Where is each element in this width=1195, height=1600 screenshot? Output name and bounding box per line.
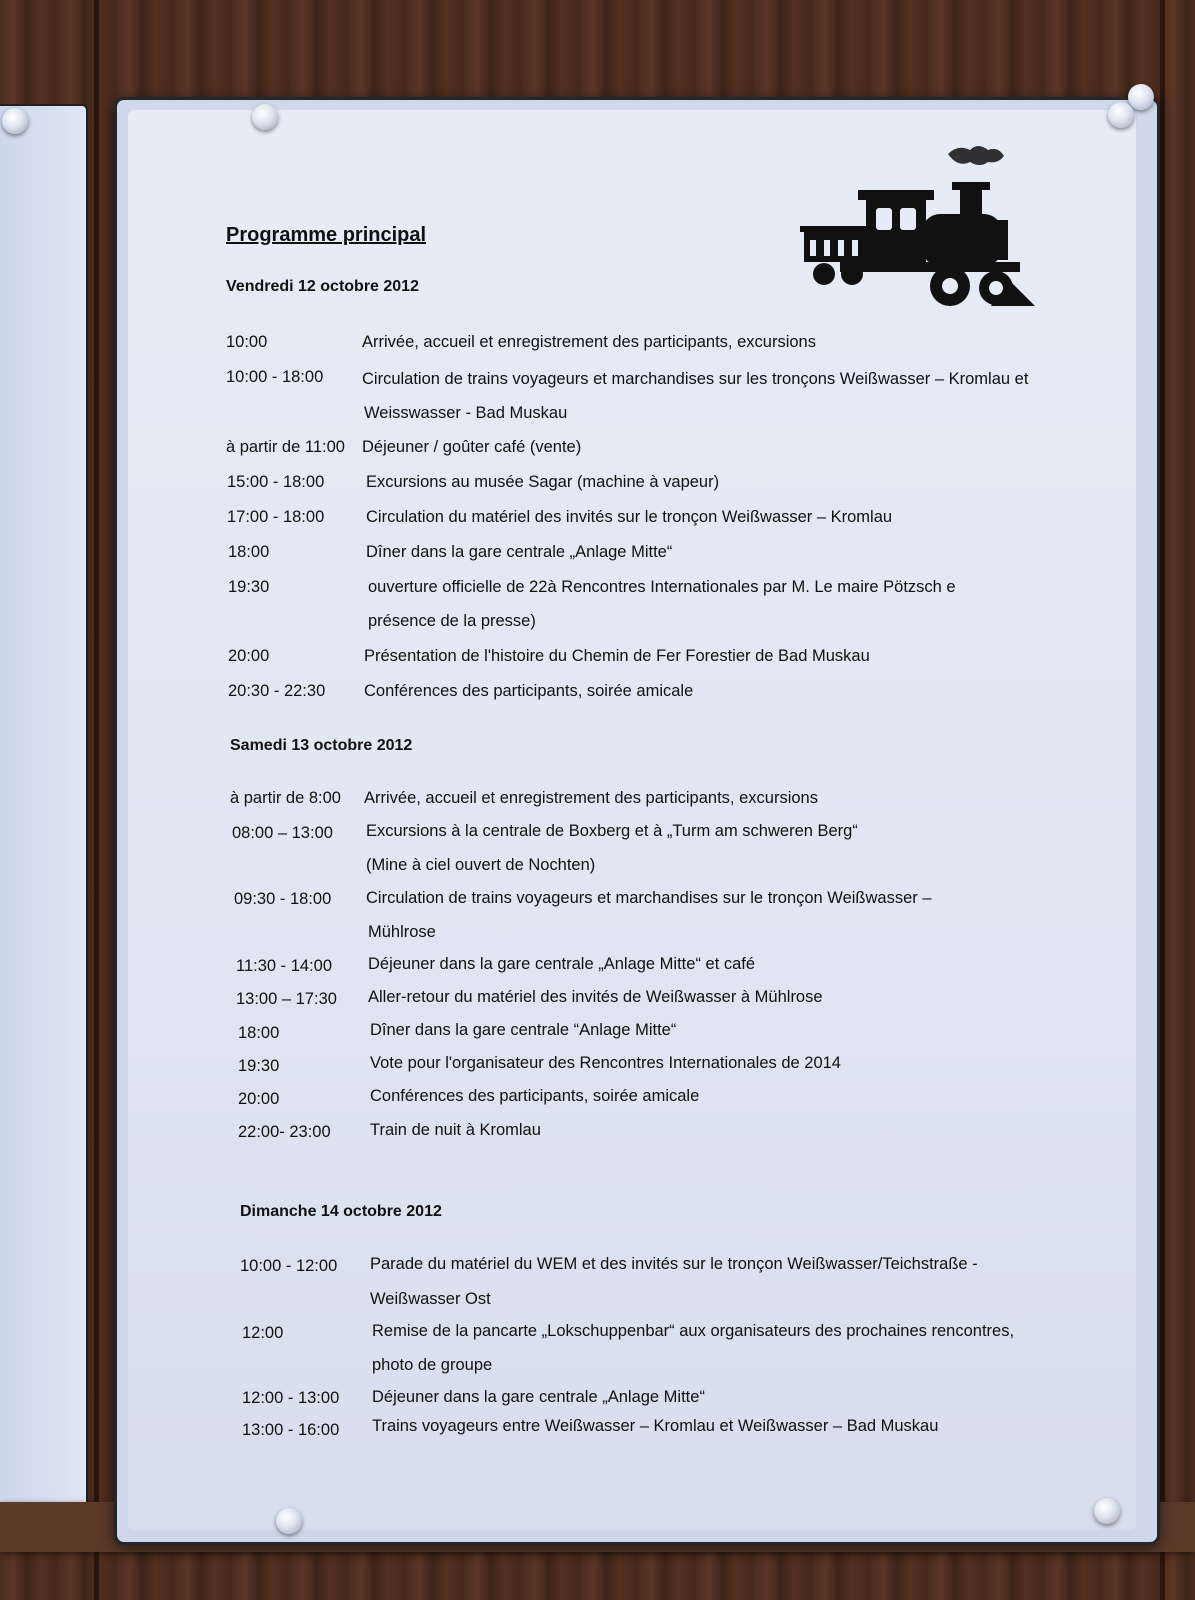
time-slot: 08:00 – 13:00: [232, 824, 333, 842]
activity-continued: photo de groupe: [372, 1356, 493, 1374]
page-title: Programme principal: [226, 224, 427, 246]
day-heading: Samedi 13 octobre 2012: [230, 737, 413, 754]
time-slot: 19:30: [238, 1057, 280, 1075]
time-slot: 11:30 - 14:00: [236, 957, 333, 975]
activity: Conférences des participants, soirée amicale: [370, 1087, 700, 1105]
time-slot: 10:00: [226, 333, 268, 351]
activity: Excursions à la centrale de Boxberg et à „Turm am schweren Berg“: [366, 822, 858, 840]
activity: Présentation de l'histoire du Chemin de Fer Forestier de Bad Muskau: [364, 647, 870, 665]
activity-continued: Mühlrose: [368, 923, 436, 941]
activity-continued: (Mine à ciel ouvert de Nochten): [366, 856, 596, 874]
activity: Déjeuner dans la gare centrale „Anlage Mitte“ et café: [368, 955, 756, 973]
time-slot: à partir de 11:00: [226, 438, 345, 456]
time-slot: 19:30: [228, 578, 270, 596]
activity: Dîner dans la gare centrale „Anlage Mitte“: [366, 543, 673, 561]
activity: Remise de la pancarte „Lokschuppenbar“ aux organisateurs des prochaines rencontres,: [372, 1322, 1015, 1340]
activity: Circulation du matériel des invités sur le tronçon Weißwasser – Kromlau: [366, 508, 893, 526]
time-slot: 15:00 - 18:00: [227, 473, 325, 491]
activity: Parade du matériel du WEM et des invités sur le tronçon Weißwasser/Teichstraße -: [370, 1255, 978, 1273]
time-slot: 17:00 - 18:00: [227, 508, 325, 526]
activity-continued: présence de la presse): [368, 612, 536, 630]
activity: Déjeuner / goûter café (vente): [362, 438, 582, 456]
activity: Déjeuner dans la gare centrale „Anlage Mitte“: [372, 1388, 705, 1406]
time-slot: 22:00- 23:00: [238, 1123, 331, 1141]
time-slot: 10:00 - 18:00: [226, 368, 324, 386]
day-heading: Dimanche 14 octobre 2012: [240, 1203, 442, 1220]
activity: ouverture officielle de 22à Rencontres Internationales par M. Le maire Pötzsch e: [368, 578, 956, 596]
activity: Arrivée, accueil et enregistrement des participants, excursions: [364, 789, 818, 807]
time-slot: 20:00: [238, 1090, 280, 1108]
time-slot: 13:00 – 17:30: [236, 990, 337, 1008]
activity: Trains voyageurs entre Weißwasser – Kromlau et Weißwasser – Bad Muskau: [372, 1417, 939, 1435]
activity: Circulation de trains voyageurs et marchandises sur les tronçons Weißwasser – Kromlau et: [362, 370, 1029, 388]
activity: Arrivée, accueil et enregistrement des participants, excursions: [362, 333, 816, 351]
activity: Vote pour l'organisateur des Rencontres Internationales de 2014: [370, 1054, 841, 1072]
activity: Excursions au musée Sagar (machine à vapeur): [366, 473, 720, 491]
time-slot: à partir de 8:00: [230, 789, 341, 807]
time-slot: 18:00: [238, 1024, 280, 1042]
activity: Conférences des participants, soirée amicale: [364, 682, 694, 700]
activity: Train de nuit à Kromlau: [370, 1121, 541, 1139]
time-slot: 20:00: [228, 647, 270, 665]
time-slot: 12:00 - 13:00: [242, 1389, 340, 1407]
activity: Dîner dans la gare centrale “Anlage Mitte“: [370, 1021, 677, 1039]
time-slot: 13:00 - 16:00: [242, 1421, 340, 1439]
day-heading: Vendredi 12 octobre 2012: [226, 278, 419, 295]
activity: Circulation de trains voyageurs et marchandises sur le tronçon Weißwasser –: [366, 889, 932, 907]
time-slot: 18:00: [228, 543, 270, 561]
activity-continued: Weisswasser - Bad Muskau: [364, 404, 568, 422]
activity-continued: Weißwasser Ost: [370, 1290, 491, 1308]
time-slot: 20:30 - 22:30: [228, 682, 326, 700]
time-slot: 12:00: [242, 1324, 284, 1342]
time-slot: 10:00 - 12:00: [240, 1257, 338, 1275]
activity: Aller-retour du matériel des invités de Weißwasser à Mühlrose: [368, 988, 823, 1006]
time-slot: 09:30 - 18:00: [234, 890, 332, 908]
